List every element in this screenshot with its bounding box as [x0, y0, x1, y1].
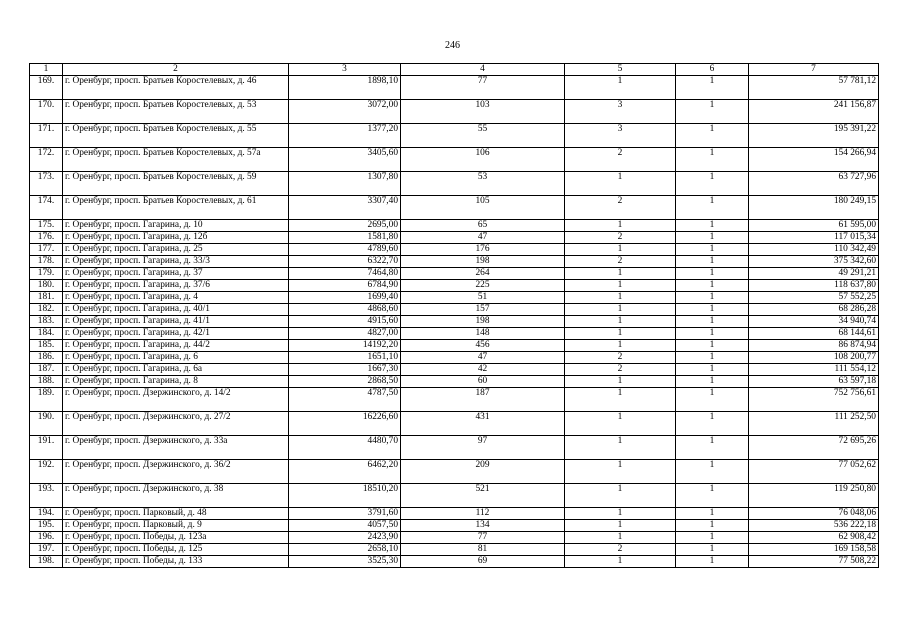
- column-5-cell: 1: [565, 532, 676, 544]
- area-cell: 6462,20: [289, 460, 401, 484]
- address-cell: г. Оренбург, просп. Гагарина, д. 12б: [63, 232, 289, 244]
- cost-cell: 34 940,74: [749, 316, 879, 328]
- column-header: 6: [676, 64, 749, 76]
- column-6-cell: 1: [676, 220, 749, 232]
- address-cell: г. Оренбург, просп. Гагарина, д. 10: [63, 220, 289, 232]
- table-row: [30, 304, 879, 316]
- cost-cell: 241 156,87: [749, 100, 879, 124]
- row-number: 188.: [30, 376, 63, 388]
- address-cell: г. Оренбург, просп. Гагарина, д. 6а: [63, 364, 289, 376]
- column-6-cell: 1: [676, 388, 749, 412]
- area-cell: 6322,70: [289, 256, 401, 268]
- address-cell: г. Оренбург, просп. Гагарина, д. 8: [63, 376, 289, 388]
- area-cell: 1699,40: [289, 292, 401, 304]
- column-6-cell: 1: [676, 532, 749, 544]
- column-4-cell: 198: [401, 316, 565, 328]
- column-5-cell: 2: [565, 544, 676, 556]
- column-6-cell: 1: [676, 148, 749, 172]
- area-cell: 3072,00: [289, 100, 401, 124]
- column-6-cell: 1: [676, 292, 749, 304]
- table-row: [30, 556, 879, 568]
- column-6-cell: 1: [676, 280, 749, 292]
- column-4-cell: 187: [401, 388, 565, 412]
- column-5-cell: 1: [565, 460, 676, 484]
- cost-cell: 77 052,62: [749, 460, 879, 484]
- cost-cell: 195 391,22: [749, 124, 879, 148]
- row-number: 198.: [30, 556, 63, 568]
- column-4-cell: 456: [401, 340, 565, 352]
- row-number: 170.: [30, 100, 63, 124]
- column-5-cell: 1: [565, 520, 676, 532]
- area-cell: 1898,10: [289, 76, 401, 100]
- cost-cell: 111 252,50: [749, 412, 879, 436]
- row-number: 182.: [30, 304, 63, 316]
- column-6-cell: 1: [676, 196, 749, 220]
- cost-cell: 62 908,42: [749, 532, 879, 544]
- address-cell: г. Оренбург, просп. Гагарина, д. 4: [63, 292, 289, 304]
- address-cell: г. Оренбург, просп. Братьев Коростелевых, д. 57а: [63, 148, 289, 172]
- column-4-cell: 105: [401, 196, 565, 220]
- address-cell: г. Оренбург, просп. Братьев Коростелевых, д. 53: [63, 100, 289, 124]
- column-4-cell: 134: [401, 520, 565, 532]
- area-cell: 1307,80: [289, 172, 401, 196]
- column-5-cell: 3: [565, 124, 676, 148]
- area-cell: 4789,60: [289, 244, 401, 256]
- row-number: 183.: [30, 316, 63, 328]
- address-cell: г. Оренбург, просп. Гагарина, д. 37/6: [63, 280, 289, 292]
- cost-cell: 110 342,49: [749, 244, 879, 256]
- column-5-cell: 1: [565, 316, 676, 328]
- area-cell: 2868,50: [289, 376, 401, 388]
- table-row: [30, 196, 879, 220]
- area-cell: 4827,00: [289, 328, 401, 340]
- table-row: [30, 544, 879, 556]
- column-header: 3: [289, 64, 401, 76]
- column-6-cell: 1: [676, 412, 749, 436]
- row-number: 197.: [30, 544, 63, 556]
- column-4-cell: 148: [401, 328, 565, 340]
- column-4-cell: 209: [401, 460, 565, 484]
- area-cell: 18510,20: [289, 484, 401, 508]
- row-number: 177.: [30, 244, 63, 256]
- cost-cell: 117 015,34: [749, 232, 879, 244]
- column-header: 2: [63, 64, 289, 76]
- area-cell: 16226,60: [289, 412, 401, 436]
- table-row: [30, 328, 879, 340]
- table-row: [30, 412, 879, 436]
- column-5-cell: 2: [565, 232, 676, 244]
- column-4-cell: 431: [401, 412, 565, 436]
- column-5-cell: 2: [565, 256, 676, 268]
- table-body: [30, 76, 879, 568]
- cost-cell: 77 508,22: [749, 556, 879, 568]
- area-cell: 3525,30: [289, 556, 401, 568]
- column-6-cell: 1: [676, 100, 749, 124]
- column-4-cell: 51: [401, 292, 565, 304]
- address-cell: г. Оренбург, просп. Братьев Коростелевых, д. 55: [63, 124, 289, 148]
- table-row: [30, 172, 879, 196]
- column-4-cell: 97: [401, 436, 565, 460]
- column-5-cell: 1: [565, 244, 676, 256]
- cost-cell: 119 250,80: [749, 484, 879, 508]
- column-5-cell: 2: [565, 148, 676, 172]
- housing-registry-table: [29, 63, 879, 568]
- row-number: 186.: [30, 352, 63, 364]
- address-cell: г. Оренбург, просп. Дзержинского, д. 14/2: [63, 388, 289, 412]
- address-cell: г. Оренбург, просп. Гагарина, д. 40/1: [63, 304, 289, 316]
- address-cell: г. Оренбург, просп. Братьев Коростелевых, д. 46: [63, 76, 289, 100]
- area-cell: 1377,20: [289, 124, 401, 148]
- column-5-cell: 1: [565, 412, 676, 436]
- column-5-cell: 2: [565, 196, 676, 220]
- address-cell: г. Оренбург, просп. Гагарина, д. 25: [63, 244, 289, 256]
- column-5-cell: 1: [565, 340, 676, 352]
- area-cell: 3405,60: [289, 148, 401, 172]
- table-row: [30, 376, 879, 388]
- row-number: 178.: [30, 256, 63, 268]
- row-number: 192.: [30, 460, 63, 484]
- address-cell: г. Оренбург, просп. Гагарина, д. 44/2: [63, 340, 289, 352]
- cost-cell: 86 874,94: [749, 340, 879, 352]
- column-6-cell: 1: [676, 232, 749, 244]
- area-cell: 4787,50: [289, 388, 401, 412]
- column-4-cell: 42: [401, 364, 565, 376]
- table-row: [30, 436, 879, 460]
- table-row: [30, 232, 879, 244]
- table-row: [30, 244, 879, 256]
- column-5-cell: 1: [565, 328, 676, 340]
- address-cell: г. Оренбург, просп. Дзержинского, д. 36/2: [63, 460, 289, 484]
- row-number: 196.: [30, 532, 63, 544]
- address-cell: г. Оренбург, просп. Гагарина, д. 33/3: [63, 256, 289, 268]
- column-5-cell: 1: [565, 436, 676, 460]
- table-row: [30, 340, 879, 352]
- address-cell: г. Оренбург, просп. Победы, д. 125: [63, 544, 289, 556]
- area-cell: 2695,00: [289, 220, 401, 232]
- cost-cell: 180 249,15: [749, 196, 879, 220]
- column-6-cell: 1: [676, 544, 749, 556]
- column-4-cell: 176: [401, 244, 565, 256]
- column-6-cell: 1: [676, 328, 749, 340]
- column-4-cell: 112: [401, 508, 565, 520]
- column-6-cell: 1: [676, 556, 749, 568]
- column-4-cell: 77: [401, 532, 565, 544]
- area-cell: 2423,90: [289, 532, 401, 544]
- column-header: 4: [401, 64, 565, 76]
- area-cell: 1651,10: [289, 352, 401, 364]
- column-5-cell: 3: [565, 100, 676, 124]
- column-5-cell: 1: [565, 376, 676, 388]
- address-cell: г. Оренбург, просп. Парковый, д. 48: [63, 508, 289, 520]
- cost-cell: 57 552,25: [749, 292, 879, 304]
- area-cell: 3791,60: [289, 508, 401, 520]
- column-5-cell: 1: [565, 280, 676, 292]
- table-row: [30, 100, 879, 124]
- column-header: 7: [749, 64, 879, 76]
- column-4-cell: 81: [401, 544, 565, 556]
- table-row: [30, 484, 879, 508]
- address-cell: г. Оренбург, просп. Дзержинского, д. 38: [63, 484, 289, 508]
- address-cell: г. Оренбург, просп. Гагарина, д. 6: [63, 352, 289, 364]
- column-4-cell: 521: [401, 484, 565, 508]
- row-number: 175.: [30, 220, 63, 232]
- column-6-cell: 1: [676, 268, 749, 280]
- table-row: [30, 280, 879, 292]
- column-4-cell: 65: [401, 220, 565, 232]
- cost-cell: 63 727,96: [749, 172, 879, 196]
- row-number: 193.: [30, 484, 63, 508]
- cost-cell: 68 144,61: [749, 328, 879, 340]
- column-5-cell: 2: [565, 352, 676, 364]
- column-4-cell: 225: [401, 280, 565, 292]
- table-row: [30, 292, 879, 304]
- address-cell: г. Оренбург, просп. Гагарина, д. 37: [63, 268, 289, 280]
- column-6-cell: 1: [676, 172, 749, 196]
- column-number-header-row: [30, 64, 879, 76]
- row-number: 169.: [30, 76, 63, 100]
- cost-cell: 57 781,12: [749, 76, 879, 100]
- address-cell: г. Оренбург, просп. Братьев Коростелевых, д. 61: [63, 196, 289, 220]
- column-6-cell: 1: [676, 460, 749, 484]
- column-6-cell: 1: [676, 316, 749, 328]
- column-header: 5: [565, 64, 676, 76]
- column-4-cell: 106: [401, 148, 565, 172]
- column-6-cell: 1: [676, 124, 749, 148]
- address-cell: г. Оренбург, просп. Дзержинского, д. 33а: [63, 436, 289, 460]
- address-cell: г. Оренбург, просп. Гагарина, д. 41/1: [63, 316, 289, 328]
- row-number: 180.: [30, 280, 63, 292]
- area-cell: 4057,50: [289, 520, 401, 532]
- address-cell: г. Оренбург, просп. Гагарина, д. 42/1: [63, 328, 289, 340]
- row-number: 191.: [30, 436, 63, 460]
- column-5-cell: 1: [565, 268, 676, 280]
- row-number: 179.: [30, 268, 63, 280]
- address-cell: г. Оренбург, просп. Победы, д. 123а: [63, 532, 289, 544]
- row-number: 185.: [30, 340, 63, 352]
- row-number: 172.: [30, 148, 63, 172]
- column-5-cell: 1: [565, 220, 676, 232]
- cost-cell: 118 637,80: [749, 280, 879, 292]
- cost-cell: 68 286,28: [749, 304, 879, 316]
- column-5-cell: 2: [565, 364, 676, 376]
- column-4-cell: 198: [401, 256, 565, 268]
- address-cell: г. Оренбург, просп. Парковый, д. 9: [63, 520, 289, 532]
- column-5-cell: 1: [565, 508, 676, 520]
- area-cell: 6784,90: [289, 280, 401, 292]
- column-5-cell: 1: [565, 388, 676, 412]
- area-cell: 3307,40: [289, 196, 401, 220]
- area-cell: 4915,60: [289, 316, 401, 328]
- row-number: 189.: [30, 388, 63, 412]
- cost-cell: 76 048,06: [749, 508, 879, 520]
- column-4-cell: 69: [401, 556, 565, 568]
- cost-cell: 108 200,77: [749, 352, 879, 364]
- row-number: 174.: [30, 196, 63, 220]
- table-row: [30, 520, 879, 532]
- cost-cell: 49 291,21: [749, 268, 879, 280]
- address-cell: г. Оренбург, просп. Дзержинского, д. 27/2: [63, 412, 289, 436]
- area-cell: 7464,80: [289, 268, 401, 280]
- column-6-cell: 1: [676, 376, 749, 388]
- area-cell: 4480,70: [289, 436, 401, 460]
- column-6-cell: 1: [676, 436, 749, 460]
- column-5-cell: 1: [565, 292, 676, 304]
- table-row: [30, 268, 879, 280]
- column-4-cell: 47: [401, 232, 565, 244]
- column-4-cell: 60: [401, 376, 565, 388]
- row-number: 184.: [30, 328, 63, 340]
- column-6-cell: 1: [676, 340, 749, 352]
- table-row: [30, 364, 879, 376]
- column-4-cell: 55: [401, 124, 565, 148]
- column-5-cell: 1: [565, 172, 676, 196]
- row-number: 195.: [30, 520, 63, 532]
- column-4-cell: 103: [401, 100, 565, 124]
- area-cell: 4868,60: [289, 304, 401, 316]
- column-4-cell: 47: [401, 352, 565, 364]
- table-row: [30, 148, 879, 172]
- cost-cell: 111 554,12: [749, 364, 879, 376]
- row-number: 187.: [30, 364, 63, 376]
- column-6-cell: 1: [676, 76, 749, 100]
- column-6-cell: 1: [676, 256, 749, 268]
- cost-cell: 72 695,26: [749, 436, 879, 460]
- column-6-cell: 1: [676, 364, 749, 376]
- column-5-cell: 1: [565, 484, 676, 508]
- cost-cell: 169 158,58: [749, 544, 879, 556]
- address-cell: г. Оренбург, просп. Победы, д. 133: [63, 556, 289, 568]
- row-number: 181.: [30, 292, 63, 304]
- row-number: 173.: [30, 172, 63, 196]
- area-cell: 14192,20: [289, 340, 401, 352]
- column-4-cell: 77: [401, 76, 565, 100]
- table-row: [30, 352, 879, 364]
- column-6-cell: 1: [676, 520, 749, 532]
- row-number: 171.: [30, 124, 63, 148]
- area-cell: 2658,10: [289, 544, 401, 556]
- table-row: [30, 76, 879, 100]
- column-4-cell: 264: [401, 268, 565, 280]
- column-6-cell: 1: [676, 244, 749, 256]
- column-4-cell: 53: [401, 172, 565, 196]
- table-row: [30, 220, 879, 232]
- column-5-cell: 1: [565, 304, 676, 316]
- table-row: [30, 256, 879, 268]
- cost-cell: 375 342,60: [749, 256, 879, 268]
- page-number: 246: [445, 40, 460, 51]
- column-6-cell: 1: [676, 304, 749, 316]
- address-cell: г. Оренбург, просп. Братьев Коростелевых, д. 59: [63, 172, 289, 196]
- cost-cell: 536 222,18: [749, 520, 879, 532]
- table-row: [30, 124, 879, 148]
- cost-cell: 154 266,94: [749, 148, 879, 172]
- table-row: [30, 388, 879, 412]
- table-row: [30, 316, 879, 328]
- column-header: 1: [30, 64, 63, 76]
- table-row: [30, 532, 879, 544]
- column-6-cell: 1: [676, 352, 749, 364]
- area-cell: 1581,80: [289, 232, 401, 244]
- row-number: 176.: [30, 232, 63, 244]
- column-5-cell: 1: [565, 76, 676, 100]
- column-4-cell: 157: [401, 304, 565, 316]
- table-row: [30, 460, 879, 484]
- column-6-cell: 1: [676, 484, 749, 508]
- column-5-cell: 1: [565, 556, 676, 568]
- column-6-cell: 1: [676, 508, 749, 520]
- row-number: 190.: [30, 412, 63, 436]
- cost-cell: 63 597,18: [749, 376, 879, 388]
- cost-cell: 61 595,00: [749, 220, 879, 232]
- cost-cell: 752 756,61: [749, 388, 879, 412]
- table-row: [30, 508, 879, 520]
- row-number: 194.: [30, 508, 63, 520]
- area-cell: 1667,30: [289, 364, 401, 376]
